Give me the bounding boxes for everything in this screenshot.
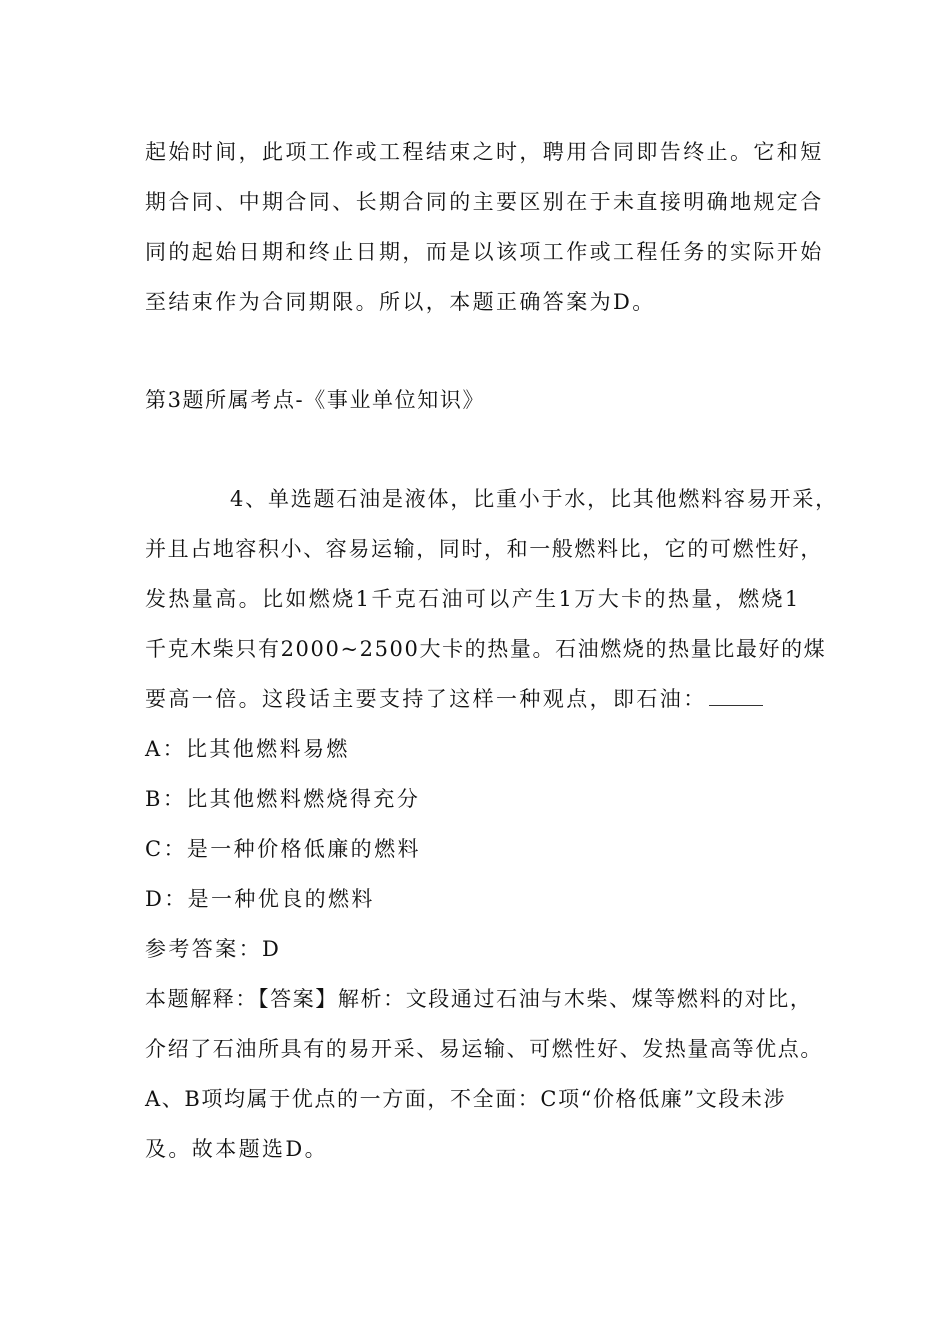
previous-explanation-line: 同的起始日期和终止日期，而是以该项工作或工程任务的实际开始 [145, 240, 824, 264]
reference-answer: 参考答案：D [145, 937, 282, 961]
option-c: C：是一种价格低廉的燃料 [145, 837, 421, 861]
q3-topic-line: 第3题所属考点-《事业单位知识》 [145, 388, 486, 412]
previous-explanation-line: 至结束作为合同期限。所以，本题正确答案为D。 [145, 290, 656, 314]
q4-stem-line: 发热量高。比如燃烧1千克石油可以产生1万大卡的热量，燃烧1 [145, 587, 801, 611]
explanation-line: 及。故本题选D。 [145, 1137, 329, 1161]
previous-explanation-line: 期合同、中期合同、长期合同的主要区别在于未直接明确地规定合 [145, 190, 824, 214]
explanation-line: 介绍了石油所具有的易开采、易运输、可燃性好、发热量高等优点。 [145, 1037, 823, 1061]
q4-stem-line: 并且占地容积小、容易运输，同时，和一般燃料比，它的可燃性好， [145, 537, 823, 561]
option-a: A：比其他燃料易燃 [145, 737, 350, 761]
previous-explanation-line: 起始时间，此项工作或工程结束之时，聘用合同即告终止。它和短 [145, 140, 824, 164]
q4-stem-line: 4、单选题石油是液体，比重小于水，比其他燃料容易开采， [230, 487, 838, 511]
explanation-line: A、B项均属于优点的一方面，不全面：C项“价格低廉”文段未涉 [145, 1087, 787, 1111]
option-d: D：是一种优良的燃料 [145, 887, 375, 911]
q4-stem-text: 要高一倍。这段话主要支持了这样一种观点，即石油： [145, 687, 707, 711]
option-b: B：比其他燃料燃烧得充分 [145, 787, 421, 811]
q4-stem-line [145, 684, 845, 714]
explanation-line: 本题解释：【答案】解析：文段通过石油与木柴、煤等燃料的对比， [145, 987, 813, 1011]
q4-stem-line: 千克木柴只有2000~2500大卡的热量。石油燃烧的热量比最好的煤 [145, 637, 827, 661]
answer-blank [709, 687, 763, 706]
